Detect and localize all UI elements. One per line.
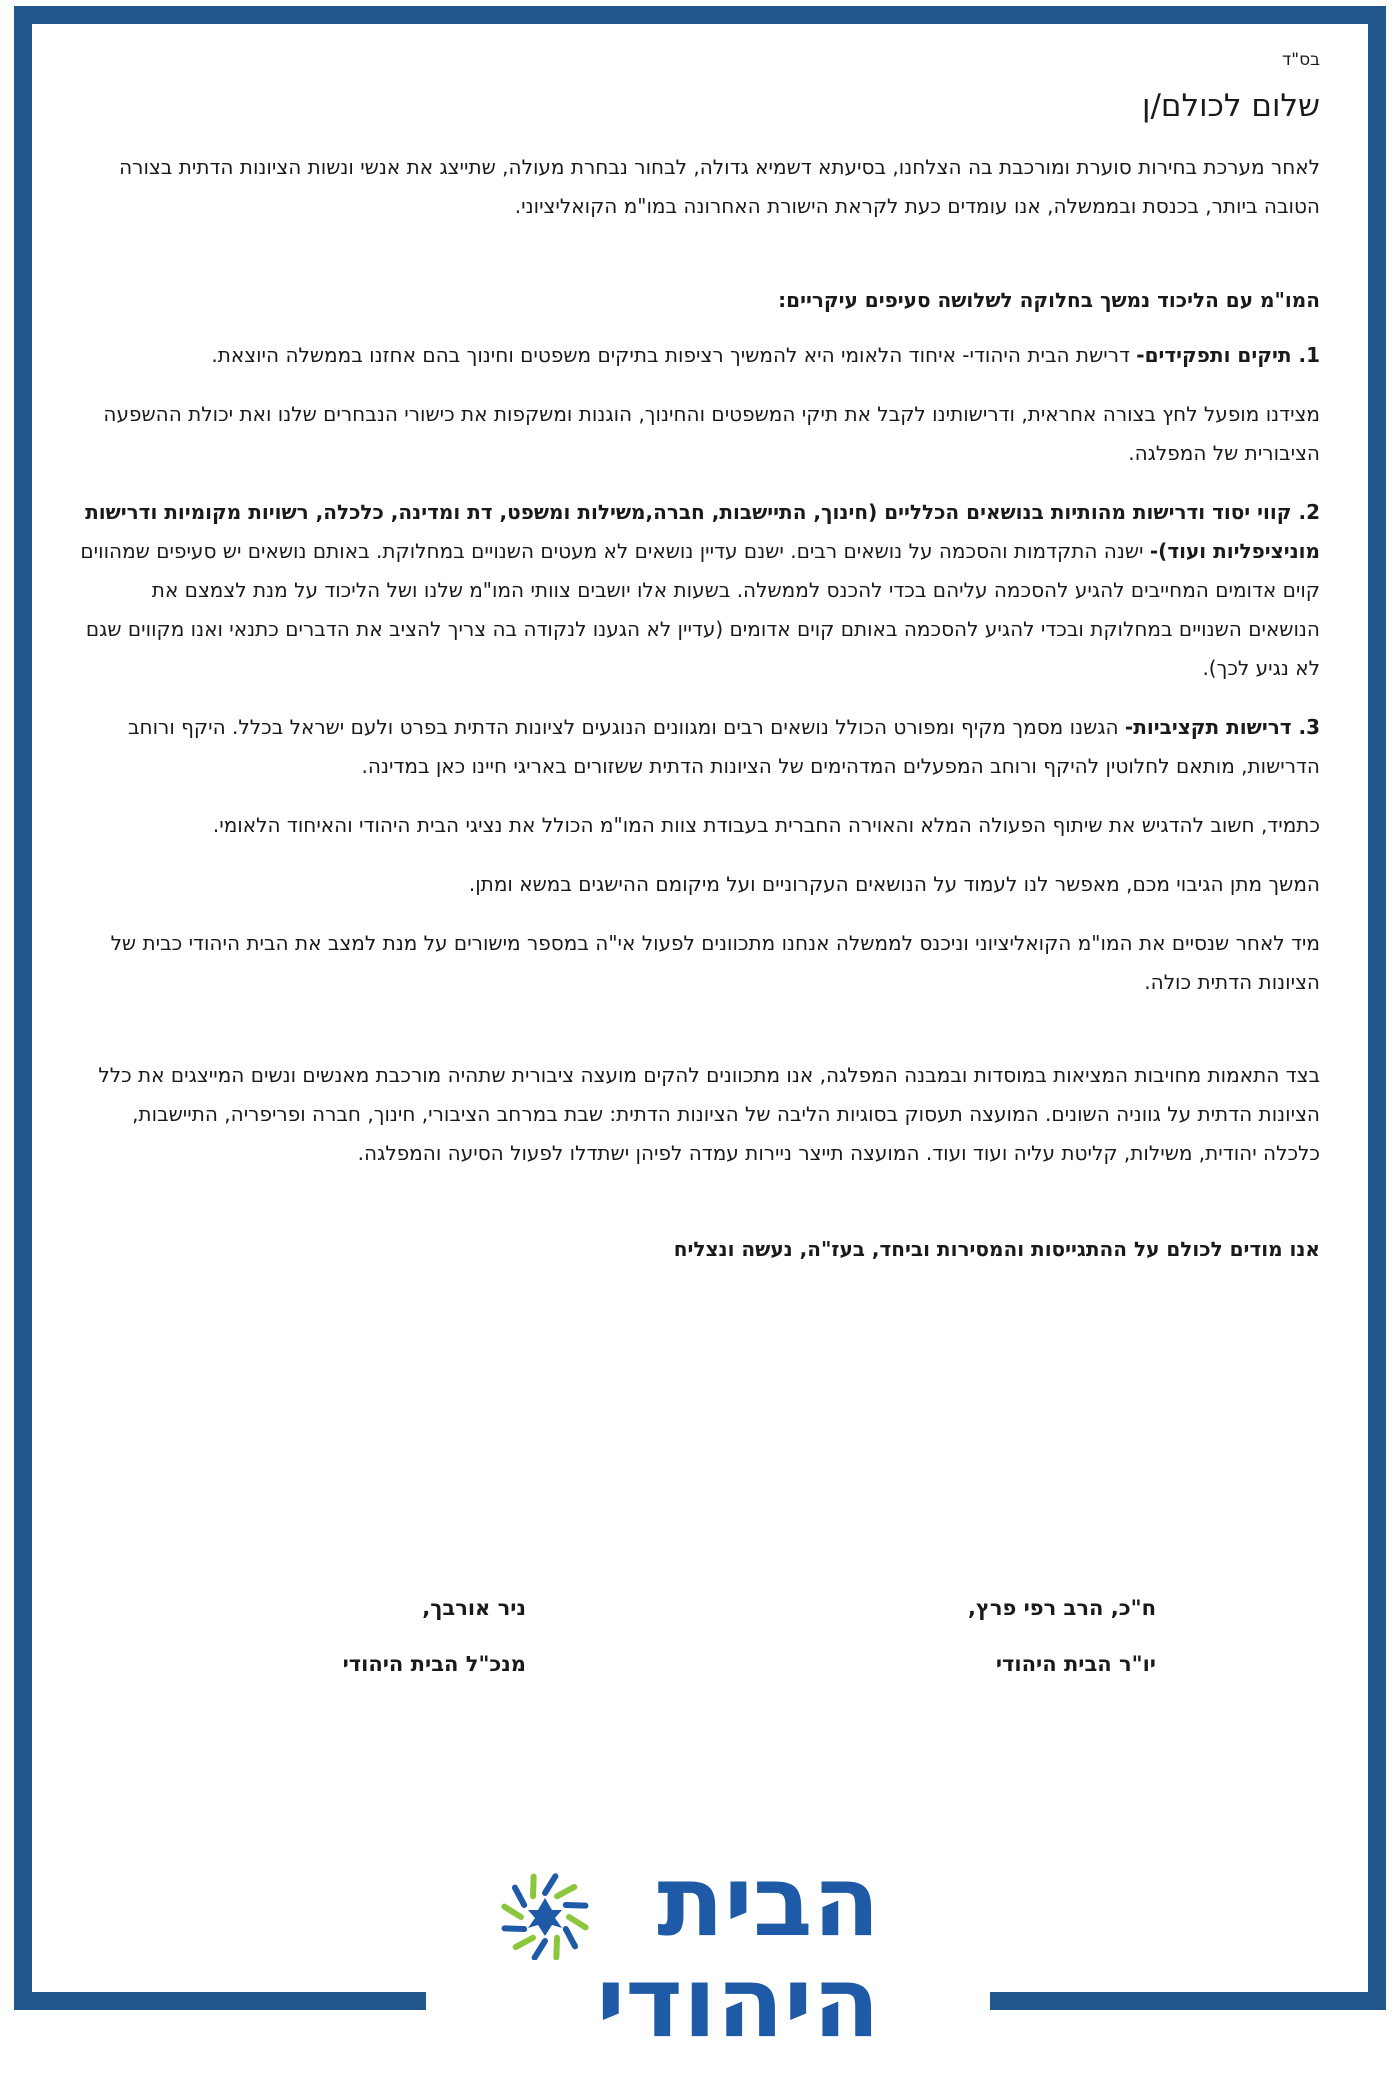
burst-ray	[569, 1917, 586, 1927]
signature-director	[240, 1580, 526, 1692]
intro-paragraph: לאחר מערכת בחירות סוערת ומורכבת בה הצלחנו, בסיעתא דשמיא גדולה, לבחור נבחרת מעולה, שתייצג את אנשי ונשות הציונות הדתית בצורה הטובה ביותר, בכנסת ובממשלה, אנו עומדים כעת לקראת הישורת האחרונה במו"מ הקואליציוני.	[119, 155, 1320, 218]
team-paragraph: כתמיד, חשוב להדגיש את שיתוף הפעולה המלא והאוירה החברית בעבודת צוות המו"מ הכולל את נציגי הבית היהודי והאיחוד הלאומי.	[212, 813, 1320, 837]
frame-top-border	[14, 6, 1386, 24]
bsd-header: בס"ד	[1282, 50, 1320, 70]
section-heading: המו"מ עם הליכוד נמשך בחלוקה לשלושה סעיפים עיקריים:	[778, 288, 1320, 312]
signature-chairman	[800, 1580, 1156, 1692]
council-paragraph: בצד התאמות מחויבות המציאות במוסדות ובמבנה המפלגה, אנו מתכוונים להקים מועצה ציבורית שתהיה מורכבת מאנשים ונשים המייצגים את כלל הציונות הדתית על גווניה השונים. המועצה תעסוק בסוגיות הליבה של הציונות הדתית: שבת במרחב הציבורי, חינוך, חברה ופריפריה, התיישבות, כלכלה יהודית, משילות, קליטת עליה ועוד ועוד. המועצה תייצר ניירות עמדה לפיהן ישתדלו לפעול הסיעה והמפלגה.	[98, 1063, 1320, 1165]
burst-ray	[566, 1905, 586, 1906]
thanks-line: אנו מודים לכולם על ההתגייסות והמסירות וביחד, בעז"ה, נעשה ונצליח	[673, 1237, 1320, 1261]
greeting: שלום לכולם/ן	[1142, 88, 1320, 124]
logo-line-2: היהודי	[596, 1946, 880, 2060]
burst-ray	[515, 1888, 524, 1905]
item-1-second-paragraph: מצידנו מופעל לחץ בצורה אחראית, ודרישותינו לקבל את תיקי המשפטים והחינוך, הוגנות ומשקפות את כישורי הנבחרים שלנו ואת יכולת ההשפעה הציבורית של המפלגה.	[103, 402, 1320, 465]
signature-director-title: מנכ"ל הבית היהודי	[342, 1652, 526, 1676]
burst-ray	[504, 1907, 521, 1917]
item-3-lead: 3. דרישות תקציביות-	[1124, 715, 1320, 739]
star-of-david-icon	[528, 1898, 562, 1936]
item-1-paragraph	[80, 336, 1320, 375]
signature-director-name: ניר אורבך,	[422, 1596, 526, 1620]
item-2-text: ישנה התקדמות והסכמה על נושאים רבים. ישנם עדיין נושאים לא מעטים השנויים במחלוקת. באותם נושאים יש סעיפים שמהווים קוים אדומים המחייבים להגיע להסכמה עליהם בכדי להכנס לממשלה. בשעות אלו יושבים צוותי המו"מ שלנו ושל הליכוד על מנת לצמצם את הנושאים השנויים במחלוקת ובכדי להגיע להסכמה באותם קוים אדומים (עדיין לא הגענו לנקודה בה צריך להציב את הדברים כתנאי ואנו מקווים שגם לא נגיע לכך).	[80, 539, 1320, 680]
item-1-text: דרישת הבית היהודי- איחוד הלאומי היא להמשיך רציפות בתיקים משפטים וחינוך בהם אחזנו בממשלה היוצאת.	[211, 343, 1137, 367]
support-paragraph: המשך מתן הגיבוי מכם, מאפשר לנו לעמוד על הנושאים העקרוניים ועל מיקומם ההישגים במשא ומתן.	[468, 872, 1320, 896]
signature-chairman-title: יו"ר הבית היהודי	[995, 1652, 1156, 1676]
burst-ray	[505, 1928, 525, 1929]
letter-body	[80, 50, 1320, 1261]
item-2-lead: 2. קווי יסוד ודרישות מהותיות בנושאים הכלליים (חינוך, התיישבות, חברה,משילות ומשפט, דת ומדינה, כלכלה, רשויות מקומיות ודרישות מוניציפליות ועוד)-	[85, 500, 1320, 563]
burst-ray	[557, 1887, 574, 1896]
frame-right-border	[1368, 6, 1386, 2010]
after-coalition-paragraph: מיד לאחר שנסיים את המו"מ הקואליציוני וניכנס לממשלה אנחנו מתכוונים לפעול אי"ה במספר מישורים על מנת למצב את הבית היהודי כבית של הציונות הדתית כולה.	[110, 931, 1320, 994]
frame-bottom-left-border	[14, 1992, 426, 2010]
item-1-lead: 1. תיקים ותפקידים-	[1136, 343, 1320, 367]
frame-left-border	[14, 6, 32, 2010]
burst-ray	[516, 1938, 533, 1947]
burst-ray	[566, 1929, 575, 1946]
burst-ray	[533, 1877, 534, 1897]
item-3-paragraph	[80, 708, 1320, 786]
logo-line-1: הבית	[657, 1845, 880, 1959]
frame-bottom-right-border	[990, 1992, 1386, 2010]
star-burst-icon	[500, 1870, 590, 1960]
item-3-text: הגשנו מסמך מקיף ומפורט הכולל נושאים רבים ומגוונים הנוגעים לציונות הדתית בפרט ולעם ישראל בכלל. היקף ורוחב הדרישות, מותאם לחלוטין להיקף ורוחב המפעלים המדהימים של הציונות הדתית ששזורים באריגי חיינו כאן במדינה.	[127, 715, 1320, 778]
party-logo	[500, 1845, 880, 2060]
signature-chairman-name: ח"כ, הרב רפי פרץ,	[967, 1596, 1156, 1620]
item-2-paragraph	[80, 493, 1320, 688]
burst-ray	[545, 1876, 555, 1893]
